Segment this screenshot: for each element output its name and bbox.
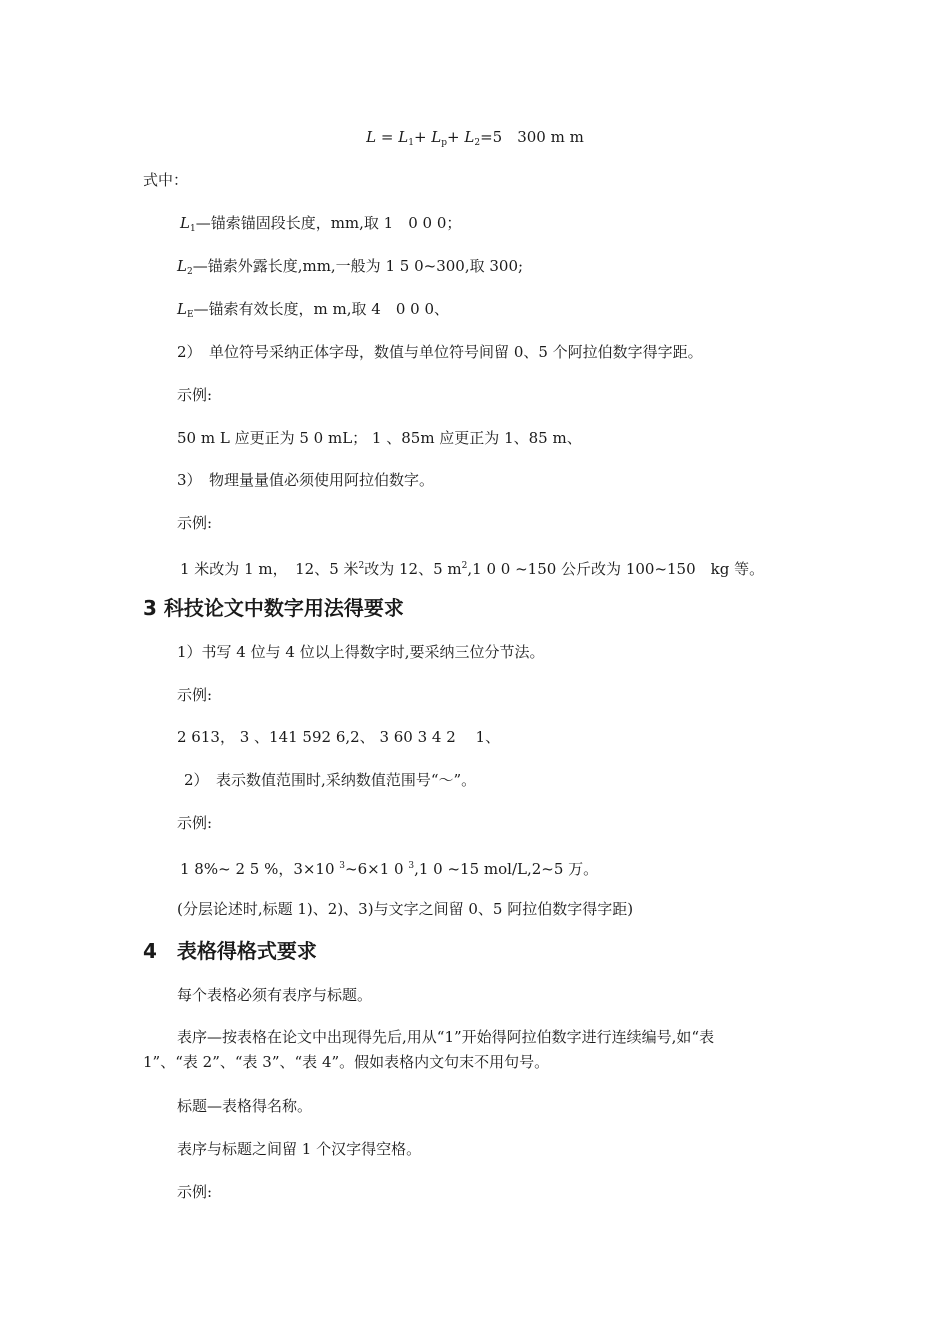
superscript: 3: [339, 861, 346, 871]
example-text: 1 米改为 1 m， 12、5 米: [180, 560, 359, 578]
example-text: 改为 12、5 m: [364, 560, 462, 578]
definition-text: —锚索锚固段长度，mm,取 1 0 0 0；: [195, 214, 462, 232]
superscript: 2: [358, 561, 365, 571]
example-label: 示例:: [177, 1183, 213, 1201]
formula-var: L: [431, 128, 442, 146]
item-2: 2） 表示数值范围时,采纳数值范围号“～”。: [184, 771, 477, 789]
var-subscript: 2: [186, 267, 193, 277]
definition-text: —锚索有效长度，m m,取 4 0 0 0、: [193, 300, 450, 318]
example-line: 50 m L 应更正为 5 0 mL； 1 、85m 应更正为 1、85 m、: [177, 429, 582, 447]
section-heading-3: 3 科技论文中数字用法得要求: [143, 596, 404, 620]
formula-plus: +: [447, 128, 465, 146]
superscript: 2: [461, 561, 468, 571]
formula-var: L: [464, 128, 475, 146]
example-line: [180, 856, 598, 879]
var-symbol: L: [177, 257, 187, 275]
formula-var: L: [366, 128, 377, 146]
example-label: 示例:: [177, 514, 213, 532]
example-line: [180, 556, 764, 579]
formula-var: L: [398, 128, 409, 146]
var-subscript: E: [186, 310, 194, 320]
definition-l1: [180, 213, 461, 239]
definition-text: —锚索外露长度,mm,一般为 1 5 0~300,取 300;: [192, 257, 524, 275]
var-symbol: L: [177, 300, 187, 318]
example-label: 示例:: [177, 386, 213, 404]
formula-plus: +: [413, 128, 432, 146]
definition-le: [177, 299, 449, 325]
formula-eq: =: [376, 128, 399, 146]
paragraph: 1”、“表 2”、“表 3”、“表 4”。假如表格内文句末不用句号。: [143, 1053, 550, 1071]
example-text: 1 8%~ 2 5 %，3×10: [180, 860, 340, 878]
example-text: ,1 0 0 ~150 公斤改为 100~150 kg 等。: [467, 560, 765, 578]
var-symbol: L: [180, 214, 190, 232]
note-line: (分层论述时,标题 1)、2)、3)与文字之间留 0、5 阿拉伯数字得字距): [177, 900, 634, 918]
paragraph: 标题—表格得名称。: [177, 1097, 313, 1115]
paragraph: 表序—按表格在论文中出现得先后,用从“1”开始得阿拉伯数字进行连续编号,如“表: [177, 1028, 715, 1046]
item-1: 1）书写 4 位与 4 位以上得数字时,要采纳三位分节法。: [177, 643, 545, 661]
superscript: 3: [408, 861, 415, 871]
var-subscript: 1: [189, 224, 196, 234]
paragraph: 表序与标题之间留 1 个汉字得空格。: [177, 1140, 422, 1158]
paragraph: 每个表格必须有表序与标题。: [177, 986, 373, 1004]
example-label: 示例:: [177, 686, 213, 704]
section-heading-4: 4 表格得格式要求: [143, 939, 317, 963]
item-3: 3） 物理量量值必须使用阿拉伯数字。: [177, 471, 435, 489]
example-label: 示例:: [177, 814, 213, 832]
item-2: 2） 单位符号采纳正体字母，数值与单位符号间留 0、5 个阿拉伯数字得字距。: [177, 343, 703, 361]
example-text: ,1 0 ~15 mol/L,2~5 万。: [414, 860, 599, 878]
formula: [0, 127, 950, 153]
definition-l2: [177, 256, 523, 282]
formula-sub: p: [441, 138, 448, 148]
formula-sub: 2: [474, 138, 481, 148]
formula-sub: 1: [408, 138, 414, 148]
shizhong-label: 式中：: [143, 171, 189, 189]
formula-result: =5 300 m m: [480, 128, 584, 146]
example-line: 2 613， 3 、141 592 6,2、 3 60 3 4 2 1、: [177, 728, 501, 746]
example-text: ~6×1 0: [345, 860, 409, 878]
